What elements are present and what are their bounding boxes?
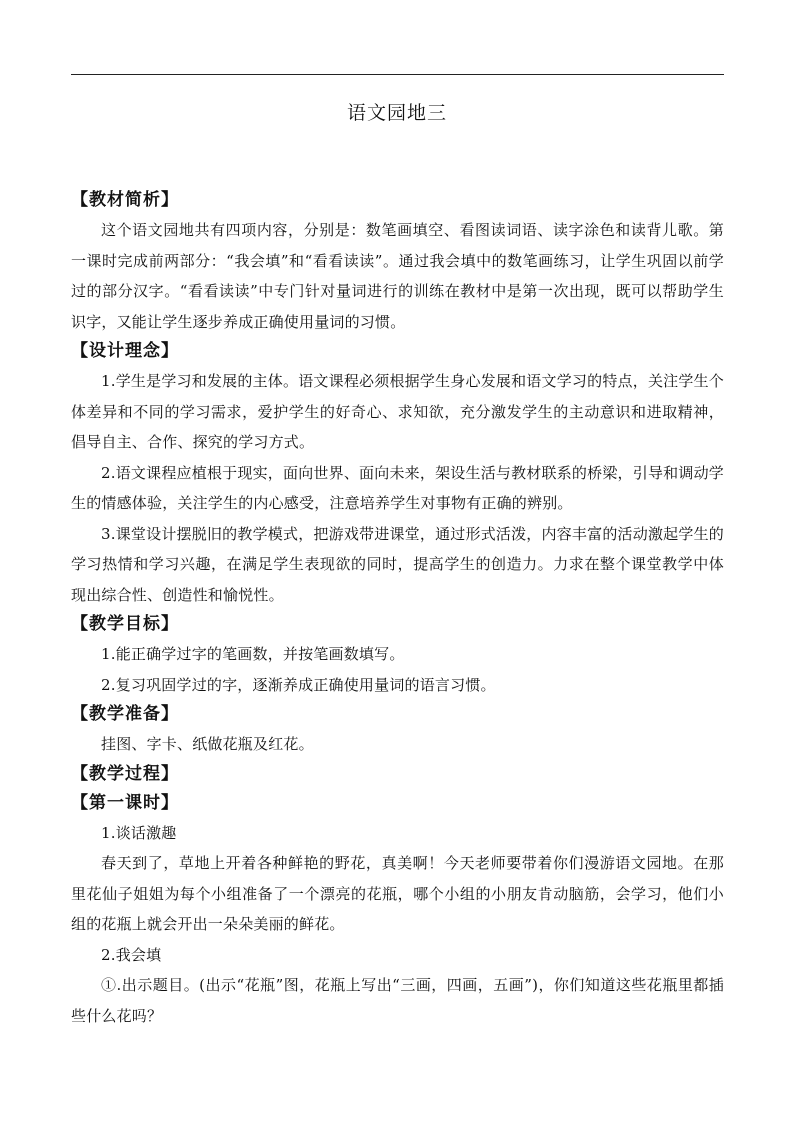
- section-heading-first-lesson: 【第一课时】: [71, 792, 179, 813]
- section-heading-teaching-process: 【教学过程】: [71, 763, 179, 784]
- paragraph: 1.能正确学过字的笔画数，并按笔画数填写。: [101, 645, 405, 663]
- header-rule: [71, 74, 724, 75]
- page-title: 语文园地三: [346, 102, 447, 124]
- paragraph: 挂图、字卡、纸做花瓶及红花。: [101, 735, 314, 753]
- section-heading-textbook-analysis: 【教材简析】: [71, 190, 179, 210]
- paragraph: 这个语文园地共有四项内容，分别是：数笔画填空、看图读词语、读字涂色和读背儿歌。第一课时完成前两部分：“我会填”和“看看读读”。通过我会填中的数笔画练习，让学生巩固以前学过的部分汉字。“看看读读”中专门针对量词进行的训练在教材中是第一次出现，既可以帮助学生识字，又能让学生逐步养成正确使用量词的习惯。: [71, 221, 724, 331]
- paragraph: 1.学生是学习和发展的主体。语文课程必须根据学生身心发展和语文学习的特点，关注学生个体差异和不同的学习需求，爱护学生的好奇心、求知欲，充分激发学生的主动意识和进取精神，倡导自主、合作、探究的学习方式。: [71, 372, 724, 451]
- document-body: [71, 186, 724, 1031]
- section-heading-design-concept: 【设计理念】: [71, 341, 179, 361]
- paragraph: 1.谈话激趣: [101, 823, 177, 842]
- section-heading-teaching-preparation: 【教学准备】: [71, 704, 179, 724]
- paragraph: 3.课堂设计摆脱旧的教学模式，把游戏带进课堂，通过形式活泼，内容丰富的活动激起学生的学习热情和学习兴趣，在满足学生表现欲的同时，提高学生的创造力。力求在整个课堂教学中体现出综合性、创造性和愉悦性。: [71, 524, 724, 604]
- paragraph: 2.复习巩固学过的字，逐渐养成正确使用量词的语言习惯。: [101, 675, 496, 694]
- paragraph: 2.语文课程应植根于现实，面向世界、面向未来，架设生活与教材联系的桥梁，引导和调动学生的情感体验，关注学生的内心感受，注意培养学生对事物有正确的辨别。: [71, 463, 724, 512]
- paragraph: 2.我会填: [101, 945, 162, 964]
- paragraph: 春天到了，草地上开着各种鲜艳的野花，真美啊！今天老师要带着你们漫游语文园地。在那里花仙子姐姐为每个小组准备了一个漂亮的花瓶，哪个小组的小朋友肯动脑筋，会学习，他们小组的花瓶上就会开出一朵朵美丽的鲜花。: [71, 854, 724, 933]
- section-heading-teaching-goals: 【教学目标】: [71, 614, 179, 634]
- paragraph: ①.出示题目。(出示“花瓶”图，花瓶上写出“三画，四画，五画”)，你们知道这些花瓶里都插些什么花吗？: [71, 976, 724, 1025]
